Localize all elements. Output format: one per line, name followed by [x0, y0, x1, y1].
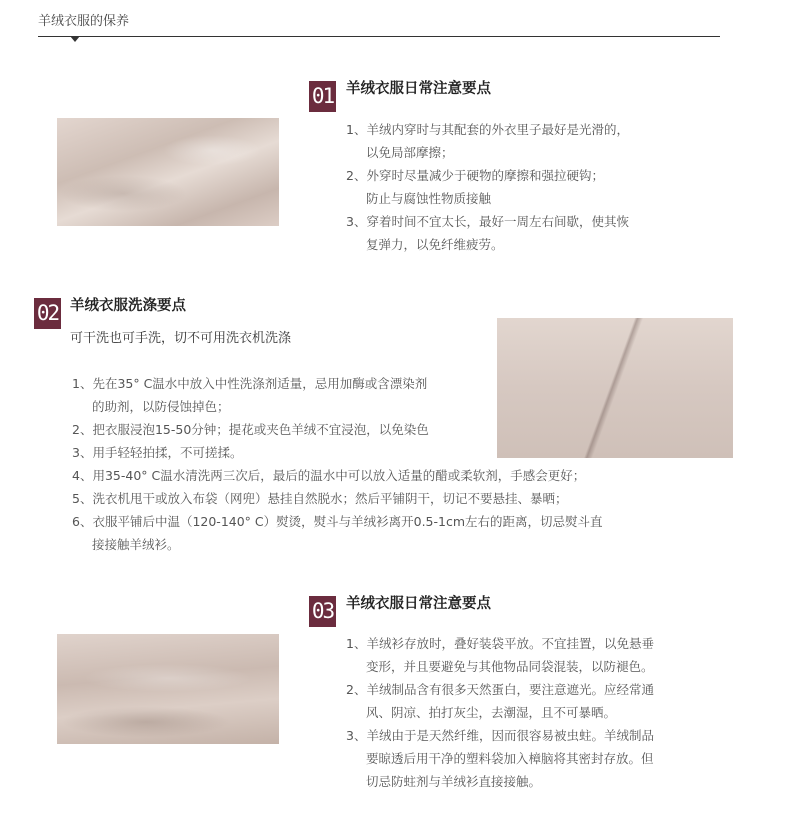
- section-3-badge: 03: [309, 596, 336, 627]
- list-item: 2、把衣服浸泡15-50分钟；提花或夹色羊绒不宜浸泡，以免染色: [72, 422, 429, 437]
- list-item: 1、先在35° C温水中放入中性洗涤剂适量，忌用加酶或含漂染剂 的助剂，以防侵蚀掉色；: [72, 376, 428, 414]
- section-2-list: [72, 372, 603, 556]
- section-2-badge: 02: [34, 298, 61, 329]
- cashmere-fabric-photo-1: [57, 118, 279, 226]
- list-item: 4、用35-40° C温水清洗两三次后，最后的温水中可以放入适量的醋或柔软剂，手感会更好；: [72, 468, 586, 483]
- section-1-list: [346, 118, 629, 256]
- list-item: 3、穿着时间不宜太长，最好一周左右间歇，使其恢 复弹力，以免纤维疲劳。: [346, 214, 629, 252]
- title-divider: [38, 36, 720, 37]
- section-3-title: 羊绒衣服日常注意要点: [346, 595, 491, 612]
- list-item: 3、用手轻轻拍揉，不可搓揉。: [72, 445, 243, 460]
- section-2-subtitle: 可干洗也可手洗，切不可用洗衣机洗涤: [70, 331, 292, 346]
- list-item: 2、外穿时尽量减少于硬物的摩擦和强拉硬钩； 防止与腐蚀性物质接触: [346, 168, 604, 206]
- section-2-title: 羊绒衣服洗涤要点: [70, 297, 186, 314]
- title-divider-notch: [70, 36, 80, 42]
- cashmere-fabric-photo-2: [57, 634, 279, 744]
- list-item: 1、羊绒内穿时与其配套的外衣里子最好是光滑的， 以免局部摩擦；: [346, 122, 629, 160]
- section-1-badge: 01: [309, 81, 336, 112]
- list-item: 3、羊绒由于是天然纤维，因而很容易被虫蛀。羊绒制品 要晾透后用干净的塑料袋加入樟脑将其密封存放。但 切忌防蛀剂与羊绒衫直接接触。: [346, 728, 654, 789]
- list-item: 5、洗衣机甩干或放入布袋（网兜）悬挂自然脱水；然后平铺阴干，切记不要悬挂、暴晒；: [72, 491, 568, 506]
- section-1-title: 羊绒衣服日常注意要点: [346, 80, 491, 97]
- list-item: 1、羊绒衫存放时，叠好装袋平放。不宜挂置，以免悬垂 变形，并且要避免与其他物品同袋混装，以防褪色。: [346, 636, 654, 674]
- list-item: 2、羊绒制品含有很多天然蛋白，要注意遮光。应经常通 风、阴凉、拍打灰尘，去潮湿，且不可暴晒。: [346, 682, 654, 720]
- list-item: 6、衣服平铺后中温（120-140° C）熨烫，熨斗与羊绒衫离开0.5-1cm左右的距离，切忌熨斗直 接接触羊绒衫。: [72, 514, 603, 552]
- section-3-list: [346, 632, 654, 793]
- page-title: 羊绒衣服的保养: [38, 14, 130, 29]
